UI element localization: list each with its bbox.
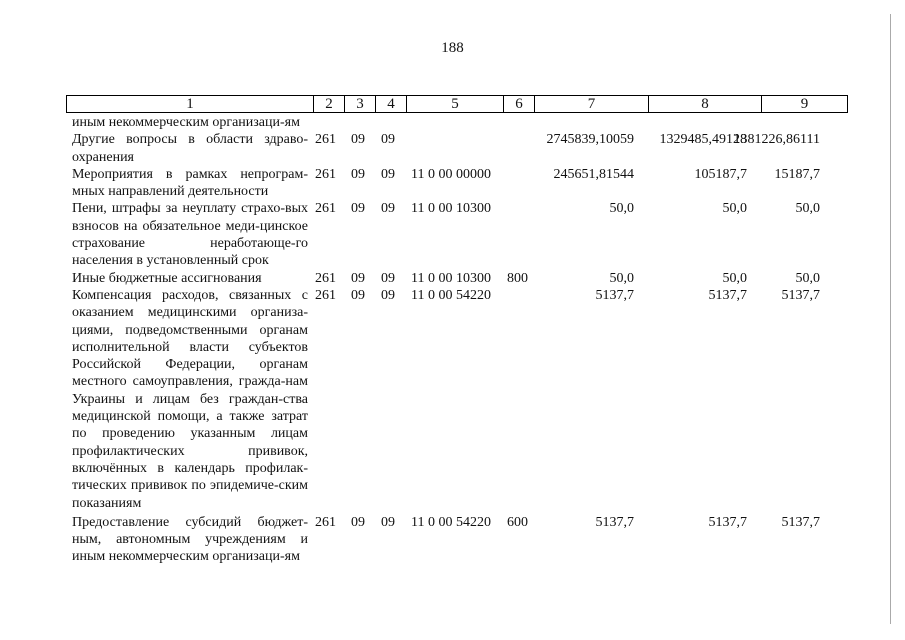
cell-amount-col8: 5137,7 [708, 514, 747, 530]
cell-amount-col7: 50,0 [609, 270, 634, 286]
cell-ministry-code: 261 [315, 270, 336, 286]
column-header-1: 1 [67, 96, 314, 113]
cell-section-code: 09 [351, 287, 365, 303]
cell-subsection-code: 09 [381, 270, 395, 286]
cell-target-article: 11 0 00 54220 [411, 287, 491, 303]
column-header-9: 9 [762, 96, 848, 113]
table-row [0, 166, 905, 201]
cell-subsection-code: 09 [381, 201, 395, 217]
cell-expense-type: 600 [507, 514, 528, 530]
cell-ministry-code: 261 [315, 287, 336, 303]
table-row [0, 287, 905, 512]
cell-amount-col7: 2745839,10059 [546, 132, 634, 148]
cell-amount-col7: 50,0 [609, 201, 634, 217]
cell-target-article: 11 0 00 10300 [411, 270, 491, 286]
cell-subsection-code: 09 [381, 132, 395, 148]
table-row [0, 200, 905, 269]
column-header-row [67, 96, 848, 113]
cell-expense-type: 800 [507, 270, 528, 286]
cell-section-code: 09 [351, 166, 365, 182]
cell-amount-col8: 105187,7 [694, 166, 747, 182]
cell-ministry-code: 261 [315, 201, 336, 217]
cell-subsection-code: 09 [381, 166, 395, 182]
row-description: Другие вопросы в области здраво-охранения [72, 132, 308, 165]
cell-amount-col9: 15187,7 [774, 166, 820, 182]
cell-target-article: 11 0 00 10300 [411, 201, 491, 217]
column-header-5: 5 [407, 96, 504, 113]
column-header-7: 7 [535, 96, 649, 113]
cell-amount-col9: 1381226,86111 [733, 132, 820, 148]
cell-amount-col9: 50,0 [795, 201, 820, 217]
cell-subsection-code: 09 [381, 287, 395, 303]
column-header-3: 3 [345, 96, 376, 113]
table-row [0, 514, 905, 566]
cell-amount-col8: 1329485,49128 [659, 132, 747, 148]
cell-amount-col9: 5137,7 [781, 287, 820, 303]
cell-ministry-code: 261 [315, 132, 336, 148]
budget-table-body [0, 114, 905, 566]
row-description: иным некоммерческим организаци-ям [72, 115, 300, 130]
cell-ministry-code: 261 [315, 166, 336, 182]
cell-section-code: 09 [351, 514, 365, 530]
row-description: Мероприятия в рамках непрограм-мных направлений деятельности [72, 166, 308, 200]
row-description: Предоставление субсидий бюджет-ным, автономным учреждениям и иным некоммерческим организаци-ям [72, 514, 308, 565]
cell-target-article: 11 0 00 00000 [411, 166, 491, 182]
cell-amount-col8: 50,0 [722, 270, 747, 286]
cell-ministry-code: 261 [315, 514, 336, 530]
cell-section-code: 09 [351, 132, 365, 148]
cell-section-code: 09 [351, 201, 365, 217]
column-header-table [66, 95, 848, 113]
row-description: Иные бюджетные ассигнования [72, 270, 262, 286]
table-row [0, 131, 905, 166]
column-header-2: 2 [314, 96, 345, 113]
column-header-8: 8 [649, 96, 762, 113]
cell-amount-col8: 5137,7 [708, 287, 747, 303]
cell-subsection-code: 09 [381, 514, 395, 530]
cell-section-code: 09 [351, 270, 365, 286]
page-number: 188 [441, 40, 464, 56]
column-header-6: 6 [504, 96, 535, 113]
column-header-4: 4 [376, 96, 407, 113]
table-row [0, 114, 905, 131]
cell-amount-col7: 245651,81544 [553, 166, 634, 182]
table-row [0, 270, 905, 287]
cell-amount-col8: 50,0 [722, 201, 747, 217]
row-description: Пени, штрафы за неуплату страхо-вых взносов на обязательное меди-цинское страхование неработающе-го населения в установленный срок [72, 201, 308, 269]
cell-target-article: 11 0 00 54220 [411, 514, 491, 530]
cell-amount-col7: 5137,7 [595, 287, 634, 303]
cell-amount-col9: 5137,7 [781, 514, 820, 530]
cell-amount-col7: 5137,7 [595, 514, 634, 530]
row-description: Компенсация расходов, связанных с оказанием медицинскими организа-циями, подведомственными органам исполнительной власти субъектов Российской Федерации, органам местного самоуправления, гражда-нам Украины и лицам без граждан-ства медицинской помощи, а также затрат по проведению указанным лицам профилактических прививок, включённых в календарь профилак-тических прививок по эпидемиче-ским показаниям [72, 287, 308, 511]
cell-amount-col9: 50,0 [795, 270, 820, 286]
